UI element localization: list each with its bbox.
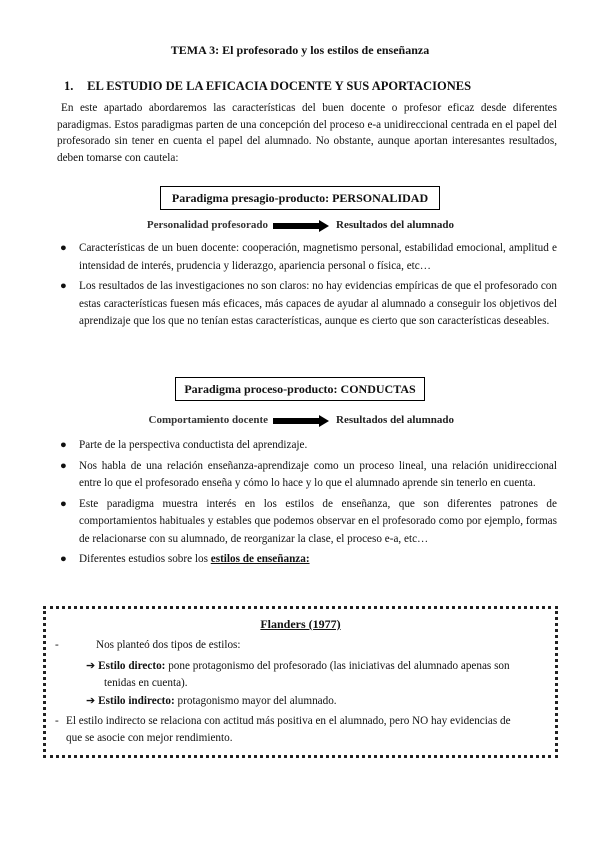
flanders-conclusion-cont: que se asocie con mejor rendimiento. bbox=[66, 732, 233, 744]
section-heading-text: EL ESTUDIO DE LA EFICACIA DOCENTE Y SUS APORTACIONES bbox=[87, 79, 472, 93]
arrow-right-icon: ➔ bbox=[86, 695, 96, 707]
list-item: ● Nos habla de una relación enseñanza-aprendizaje como un proceso lineal, una relación unidireccional entre lo que el profesorado enseña y cómo lo hace y lo que el alumnado aprende sin tenerlo en cuenta. bbox=[60, 459, 557, 489]
paradigm2-to: Resultados del alumnado bbox=[336, 414, 454, 426]
bullet-icon: ● bbox=[60, 280, 67, 292]
flanders-intro: - Nos planteó dos tipos de estilos: bbox=[96, 637, 241, 654]
bullet-icon: ● bbox=[60, 439, 67, 451]
paradigm2-box: Paradigma proceso-producto: CONDUCTAS bbox=[175, 377, 425, 401]
paradigm1-list bbox=[60, 240, 557, 334]
paradigm1-from: Personalidad profesorado bbox=[146, 219, 268, 231]
flanders-direct-cont: tenidas en cuenta). bbox=[104, 677, 188, 689]
flanders-conclusion: - El estilo indirecto se relaciona con actitud más positiva en el alumnado, pero NO hay evidencias de bbox=[66, 713, 561, 730]
flanders-indirect: ➔ Estilo indirecto: protagonismo mayor del alumnado. bbox=[86, 695, 337, 707]
flanders-title: Flanders (1977) bbox=[260, 617, 341, 631]
paradigm1-box: Paradigma presagio-producto: PERSONALIDAD bbox=[160, 186, 440, 210]
bullet-icon: ● bbox=[60, 497, 67, 510]
section-number: 1. bbox=[64, 79, 74, 93]
list-item: ● Este paradigma muestra interés en los estilos de enseñanza, que son diferentes patrones de comportamientos habituales y estables que podemos observar en el profesorado como por ejemplo, formas de relacionarse con su alumnado, de reorganizar la clase, el proceso e-a, etc… bbox=[60, 497, 557, 545]
paradigm2-from: Comportamiento docente bbox=[148, 414, 268, 426]
flanders-box bbox=[43, 606, 558, 758]
bullet-icon: ● bbox=[60, 553, 67, 565]
flanders-direct: ➔ Estilo directo: pone protagonismo del profesorado (las iniciativas del alumnado apenas son bbox=[86, 660, 510, 672]
estilos-link-text: estilos de enseñanza: bbox=[210, 553, 310, 565]
flow-arrow-icon bbox=[273, 415, 329, 427]
document-title: TEMA 3: El profesorado y los estilos de enseñanza bbox=[170, 43, 430, 57]
list-item: ● Parte de la perspectiva conductista del aprendizaje. bbox=[60, 437, 557, 455]
dash-icon: - bbox=[55, 639, 59, 651]
arrow-right-icon: ➔ bbox=[86, 660, 96, 672]
list-item: ● Características de un buen docente: cooperación, magnetismo personal, estabilidad emocional, amplitud e intensidad de interés, prudencia y liderazgo, apariencia personal o física, etc… bbox=[60, 242, 557, 272]
paradigm1-to: Resultados del alumnado bbox=[336, 219, 454, 231]
bullet-icon: ● bbox=[60, 459, 67, 472]
dash-icon: - bbox=[55, 715, 59, 727]
list-item: ● Diferentes estudios sobre los estilos de enseñanza: bbox=[60, 551, 557, 569]
section-heading bbox=[64, 79, 471, 94]
intro-paragraph: En este apartado abordaremos las características del buen docente o profesor eficaz desde diferentes paradigmas. Estos paradigmas parten de una concepción del proceso e-a unidireccional centrada en el papel del profesorado sin tener en cuenta el papel del alumnado. No obstante, aunque aportan interesantes resultados, deben tomarse con cautela: bbox=[57, 102, 557, 164]
bullet-icon: ● bbox=[60, 242, 67, 254]
flow-arrow-icon bbox=[273, 220, 329, 232]
paradigm2-list bbox=[60, 437, 557, 572]
list-item: ● Los resultados de las investigaciones no son claros: no hay evidencias empíricas de que el profesorado con estas características fuesen más eficaces, más capaces de ayudar al alumnado a conseguir los objetivos del aprendizaje que los que no tenían estas características, aunque es cierto que son características deseables. bbox=[60, 280, 557, 327]
